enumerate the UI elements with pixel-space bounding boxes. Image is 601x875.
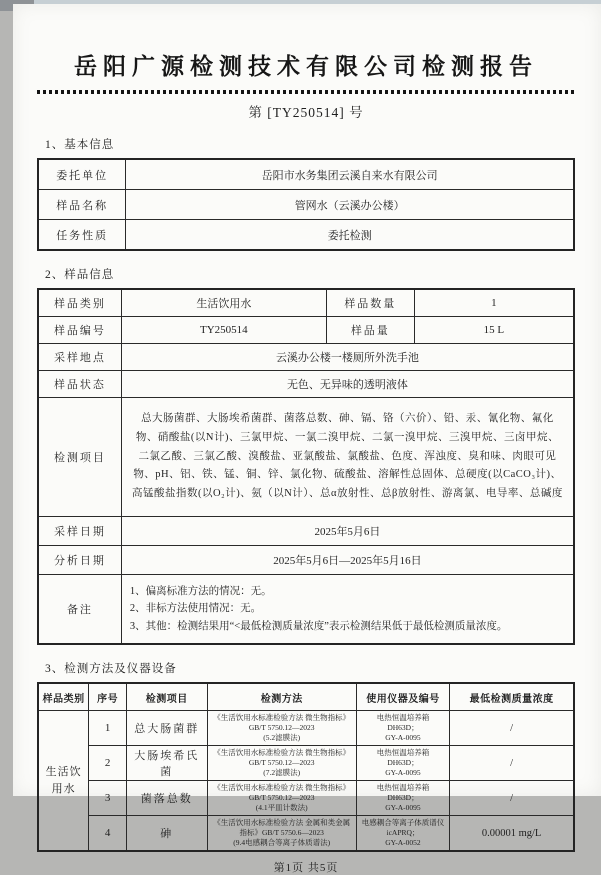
table-row xyxy=(38,398,574,517)
remark-line: 3、其他：检测结果用“<最低检测质量浓度”表示检测结果低于最低检测质量浓度。 xyxy=(129,620,508,632)
column-header: 检测项目 xyxy=(126,683,207,711)
row-value: 无色、无异味的透明液体 xyxy=(121,371,574,398)
table-row xyxy=(38,575,574,645)
row-label: 样品名称 xyxy=(38,190,126,220)
table-row xyxy=(38,781,574,816)
row-label: 检测项目 xyxy=(38,398,121,517)
column-header: 检测方法 xyxy=(207,683,356,711)
detection-limit: 0.00001 mg/L xyxy=(450,816,574,852)
table-row xyxy=(38,746,574,781)
report-number: 第 [TY250514] 号 xyxy=(248,105,364,120)
row-index: 1 xyxy=(89,711,127,746)
section-heading-methods: 3、检测方法及仪器设备 xyxy=(45,663,177,675)
row-label: 分析日期 xyxy=(38,546,121,575)
column-header: 样品类别 xyxy=(38,683,89,711)
row-value: 15 L xyxy=(414,317,574,344)
instrument: 电热恒温培养箱 DH63D； GY-A-0095 xyxy=(356,746,449,781)
table-row xyxy=(38,289,574,317)
row-value: 2025年5月6日—2025年5月16日 xyxy=(121,546,574,575)
test-item: 菌落总数 xyxy=(126,781,207,816)
test-item: 总大肠菌群 xyxy=(126,711,207,746)
row-label: 样品状态 xyxy=(38,371,121,398)
remark-line: 1、偏离标准方法的情况：无。 xyxy=(129,586,272,598)
row-value: 1 xyxy=(414,289,574,317)
table-row xyxy=(38,546,574,575)
row-value: 委托检测 xyxy=(126,220,574,251)
report-page xyxy=(13,4,601,874)
row-index: 2 xyxy=(89,746,127,781)
column-header: 使用仪器及编号 xyxy=(356,683,449,711)
test-method: 《生活饮用水标准检验方法 微生物指标》 GB/T 5750.12—2023 (4.1平皿计数法) xyxy=(207,781,356,816)
row-index: 3 xyxy=(89,781,127,816)
column-header: 最低检测质量浓度 xyxy=(450,683,574,711)
row-value: TY250514 xyxy=(121,317,326,344)
detection-limit: / xyxy=(450,711,574,746)
row-label: 样品量 xyxy=(326,317,414,344)
table-row xyxy=(38,220,574,251)
test-items-text: 总大肠菌群、大肠埃希菌群、菌落总数、砷、镉、铬（六价）、铅、汞、氰化物、氟化物、硝酸盐(以N计)、三氯甲烷、一氯二溴甲烷、二氯一溴甲烷、三溴甲烷、三卤甲烷、二氯乙酸、三氯乙酸、溴酸盐、亚氯酸盐、氯酸盐、色度、浑浊度、臭和味、肉眼可见物、pH、铝、铁、锰、铜、锌、氯化物、硫酸盐、溶解性总固体、总硬度(以CaCO₃计)、高锰酸盐指数(以O₂计)、氨（以N计）、总α放射性、总β放射性、游离氯、电导率、总碱度 xyxy=(121,398,574,517)
row-value: 岳阳市水务集团云溪自来水有限公司 xyxy=(126,159,574,190)
row-value: 管网水（云溪办公楼） xyxy=(126,190,574,220)
report-content xyxy=(13,4,601,875)
test-item: 砷 xyxy=(126,816,207,852)
instrument: 电感耦合等离子体质谱仪icAPRQ； GY-A-0052 xyxy=(356,816,449,852)
row-value: 生活饮用水 xyxy=(121,289,326,317)
table-row xyxy=(38,371,574,398)
remarks-text xyxy=(121,575,574,645)
table-row xyxy=(38,344,574,371)
table-row xyxy=(38,517,574,546)
table-row xyxy=(38,711,574,746)
test-method: 《生活饮用水标准检验方法 金属和类金属指标》GB/T 5750.6—2023 (9.4电感耦合等离子体质谱法) xyxy=(207,816,356,852)
column-header: 序号 xyxy=(89,683,127,711)
instrument: 电热恒温培养箱 DH63D； GY-A-0095 xyxy=(356,781,449,816)
row-value: 云溪办公楼一楼厕所外洗手池 xyxy=(121,344,574,371)
row-label: 样品数量 xyxy=(326,289,414,317)
table-row xyxy=(38,317,574,344)
table-row xyxy=(38,159,574,190)
remark-line: 2、非标方法使用情况：无。 xyxy=(129,603,262,615)
row-label: 样品编号 xyxy=(38,317,121,344)
methods-table xyxy=(37,682,575,852)
row-label: 采样日期 xyxy=(38,517,121,546)
table-header-row xyxy=(38,683,574,711)
basic-info-table xyxy=(37,158,575,251)
row-label: 采样地点 xyxy=(38,344,121,371)
row-label: 任务性质 xyxy=(38,220,126,251)
report-title: 岳阳广源检测技术有限公司检测报告 xyxy=(74,54,538,79)
row-value: 2025年5月6日 xyxy=(121,517,574,546)
section-heading-basic-info: 1、基本信息 xyxy=(45,139,115,151)
table-row xyxy=(38,816,574,852)
row-label: 备注 xyxy=(38,575,121,645)
detection-limit: / xyxy=(450,781,574,816)
dotted-divider xyxy=(37,90,575,94)
page-number: 第1页 共5页 xyxy=(273,862,339,874)
section-heading-sample-info: 2、样品信息 xyxy=(45,269,115,281)
sample-info-table xyxy=(37,288,575,645)
row-label: 样品类别 xyxy=(38,289,121,317)
test-method: 《生活饮用水标准检验方法 微生物指标》 GB/T 5750.12—2023 (7.2滤膜法) xyxy=(207,746,356,781)
test-item: 大肠埃希氏菌 xyxy=(126,746,207,781)
row-label: 委托单位 xyxy=(38,159,126,190)
sample-type-cell: 生活饮用水 xyxy=(38,711,89,852)
instrument: 电热恒温培养箱 DH63D； GY-A-0095 xyxy=(356,711,449,746)
table-row xyxy=(38,190,574,220)
row-index: 4 xyxy=(89,816,127,852)
test-method: 《生活饮用水标准检验方法 微生物指标》 GB/T 5750.12—2023 (5.2滤膜法) xyxy=(207,711,356,746)
detection-limit: / xyxy=(450,746,574,781)
